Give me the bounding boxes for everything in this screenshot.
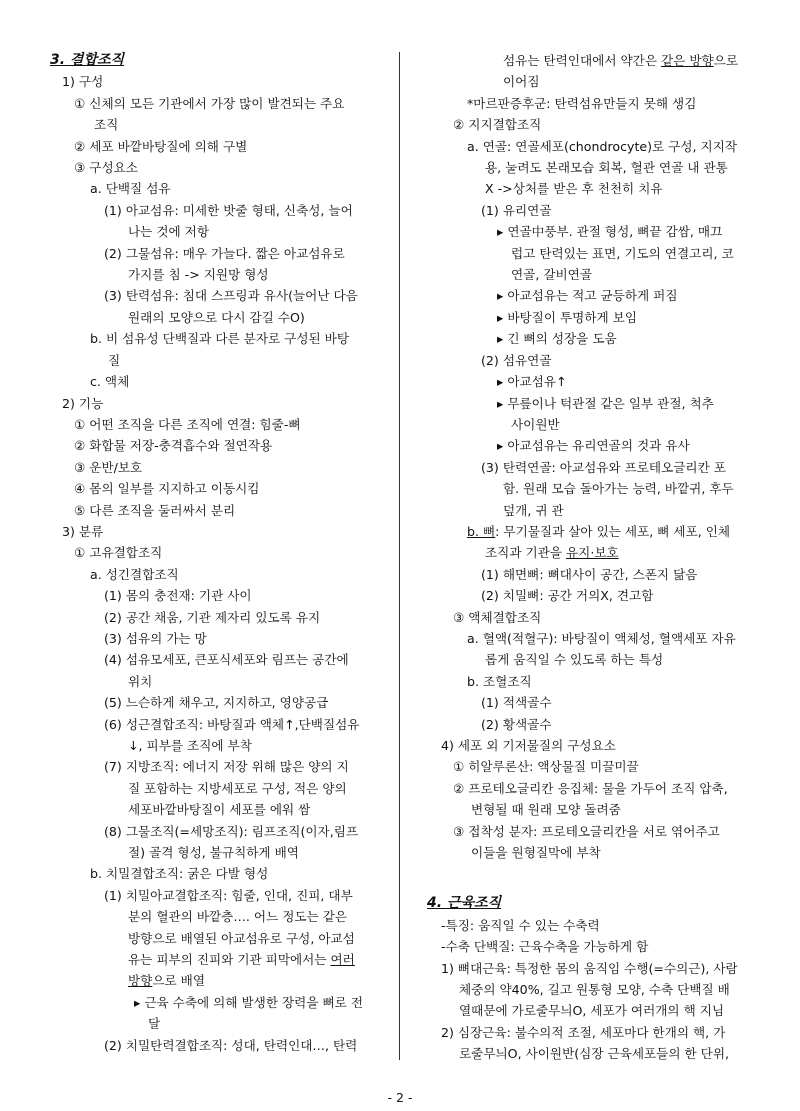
line-text: (1) 해면뼈: 뼈대사이 공간, 스폰지 닮음: [481, 566, 698, 582]
line-text: (1) 적색골수: [481, 695, 552, 711]
line-text: 절) 골격 형성, 불규칙하게 배역: [128, 845, 299, 861]
line-text: (3) 탄력연골: 아교섬유와 프로테오글리칸 포: [481, 459, 726, 475]
text-line: [415, 71, 760, 92]
text-line: [415, 821, 760, 842]
text-line: [50, 906, 390, 927]
line-text: X ->상처를 받은 후 천천히 치유: [485, 181, 663, 197]
text-line: [415, 1000, 760, 1021]
line-text: 롭게 움직일 수 있도록 하는 특성: [485, 652, 664, 668]
line-text: 나는 것에 저항: [128, 224, 209, 240]
line-text: 2) 심장근육: 불수의적 조절, 세포마다 한개의 핵, 가: [441, 1024, 726, 1040]
text-line: [415, 114, 760, 135]
text-line: [415, 649, 760, 670]
text-line: [415, 221, 760, 242]
text-line: [50, 649, 390, 670]
line-text: ② 세포 바깥바탕질에 의해 구별: [74, 138, 248, 154]
text-line: [50, 478, 390, 499]
line-text: (8) 그물조직(=세망조직): 림프조직(이자,림프: [104, 823, 359, 839]
line-text: ③ 액체결합조직: [453, 609, 542, 625]
line-text: (1) 유리연골: [481, 202, 552, 218]
line-text: ② 지지결합조직: [453, 117, 542, 133]
text-line: [50, 821, 390, 842]
line-text: 으로 배열: [152, 973, 206, 989]
page-number: - 2 -: [387, 1090, 413, 1105]
text-line: [415, 958, 760, 979]
line-text: ▸ 연골中풍부. 관절 형성, 뼈끝 감쌈, 매끄: [497, 224, 723, 240]
text-line: [50, 714, 390, 735]
section-gap: [415, 863, 760, 893]
text-line: [50, 671, 390, 692]
line-text: ▸ 근육 수축에 의해 발생한 장력을 뼈로 전: [134, 994, 363, 1010]
line-text: (2) 치밀뼈: 공간 거의X, 견고함: [481, 588, 654, 604]
text-line: [50, 756, 390, 777]
text-line: [415, 350, 760, 371]
text-line: [50, 842, 390, 863]
text-line: [415, 585, 760, 606]
line-text: ▸ 아교섬유↑: [497, 374, 567, 390]
line-text: ① 신체의 모든 기관에서 가장 많이 발견되는 주요: [74, 95, 345, 111]
text-line: [50, 371, 390, 392]
line-text: ③ 구성요소: [74, 160, 138, 176]
line-text: -수축 단백질: 근육수축을 가능하게 함: [441, 939, 649, 955]
line-text: ③ 접착성 분자: 프로테오글리칸을 서로 엮어주고: [453, 823, 720, 839]
text-line: [50, 414, 390, 435]
text-line: [50, 928, 390, 949]
text-line: [415, 264, 760, 285]
text-line: [415, 799, 760, 820]
line-text: 1) 구성: [62, 74, 104, 90]
text-line: [50, 1035, 390, 1056]
text-line: [415, 714, 760, 735]
line-text: c. 액체: [90, 374, 130, 390]
line-text: (4) 섬유모세포, 큰포식세포와 림프는 공간에: [104, 652, 349, 668]
line-text: 이들을 원형질막에 부착: [471, 845, 601, 861]
text-line: [415, 136, 760, 157]
line-text: (6) 성근결합조직: 바탕질과 액체↑,단백질섬유: [104, 716, 360, 732]
underlined-text: 방향: [128, 973, 153, 989]
line-text: 방향으로 배열된 아교섬유로 구성, 아교섬: [128, 930, 355, 946]
text-line: [50, 136, 390, 157]
column-divider: [399, 52, 400, 1060]
text-line: [415, 521, 760, 542]
text-line: [415, 756, 760, 777]
text-line: [50, 200, 390, 221]
section-heading: [415, 893, 760, 914]
line-text: 3) 분류: [62, 523, 104, 539]
text-line: [50, 863, 390, 884]
line-text: ① 히알루론산: 액상물질 미끌미끌: [453, 759, 639, 775]
text-line: [50, 393, 390, 414]
line-text: ▸ 아교섬유는 유리연골의 것과 유사: [497, 438, 690, 454]
text-line: [415, 307, 760, 328]
line-text: 섬유는 탄력인대에서 약간은: [503, 53, 661, 68]
text-line: [50, 692, 390, 713]
line-text: 2) 기능: [62, 395, 104, 411]
text-line: [415, 671, 760, 692]
text-line: [50, 628, 390, 649]
text-line: [50, 799, 390, 820]
text-line: [415, 200, 760, 221]
line-text: b. 비 섬유성 단백질과 다른 분자로 구성된 바탕: [90, 331, 349, 347]
section-heading: [50, 50, 390, 71]
text-line: [50, 71, 390, 92]
line-text: 분의 혈관의 바깥층…. 어느 정도는 같은: [128, 909, 348, 925]
text-line: [415, 285, 760, 306]
line-text: 열때문에 가로줄무늬O, 세포가 여러개의 핵 지님: [459, 1003, 725, 1019]
text-line: [415, 564, 760, 585]
line-text: 사이원반: [511, 416, 560, 432]
line-text: 세포바깥바탕질이 세포를 에워 쌈: [128, 802, 311, 818]
line-text: 연골, 갈비연골: [511, 267, 592, 283]
text-line: [415, 915, 760, 936]
text-line: [50, 157, 390, 178]
line-text: ⑤ 다른 조직을 둘러싸서 분리: [74, 502, 236, 518]
line-text: 4. 근육조직: [427, 895, 502, 912]
line-text: a. 혈액(적혈구): 바탕질이 액체성, 혈액세포 자유: [467, 630, 736, 646]
text-line: [415, 243, 760, 264]
line-text: 함. 원래 모습 돌아가는 능력, 바깥귀, 후두: [503, 481, 734, 497]
line-text: (5) 느슨하게 채우고, 지지하고, 영양공급: [104, 695, 329, 711]
line-text: : 무기물질과 살아 있는 세포, 뼈 세포, 인체: [495, 523, 731, 539]
text-line: [50, 264, 390, 285]
line-text: ② 화합물 저장-충격흡수와 절연작용: [74, 438, 273, 454]
text-line: [50, 585, 390, 606]
text-line: [415, 93, 760, 114]
line-text: (2) 섬유연골: [481, 352, 552, 368]
text-line: [50, 564, 390, 585]
line-text: a. 단백질 섬유: [90, 181, 171, 197]
text-line: [415, 178, 760, 199]
line-text: ② 프로테오글리칸 응집체: 물을 가두어 조직 압축,: [453, 780, 728, 796]
text-line: [50, 1013, 390, 1034]
text-line: [50, 992, 390, 1013]
line-text: 조직과 기관을: [485, 545, 566, 561]
text-line: [50, 93, 390, 114]
line-text: a. 연골: 연골세포(chondrocyte)로 구성, 지지작: [467, 138, 738, 154]
line-text: (2) 치밀탄력결합조직: 성대, 탄력인대…, 탄력: [104, 1037, 358, 1053]
line-text: (2) 황색골수: [481, 716, 552, 732]
underlined-text: 여러: [330, 952, 355, 968]
line-text: (1) 몸의 충전재: 기관 사이: [104, 588, 252, 604]
text-line: [50, 542, 390, 563]
text-line: [415, 393, 760, 414]
underlined-text: 같은 방향: [661, 53, 714, 68]
line-text: 럽고 탄력있는 표면, 기도의 연결고리, 코: [511, 245, 734, 261]
text-line: [50, 350, 390, 371]
line-text: ↓, 피부를 조직에 부착: [128, 738, 252, 753]
line-text: ① 고유결합조직: [74, 545, 163, 561]
line-text: 조직: [94, 117, 119, 133]
line-text: 체중의 약40%, 길고 원통형 모양, 수축 단백질 배: [459, 982, 730, 998]
text-line: [415, 692, 760, 713]
text-line: [50, 114, 390, 135]
text-line: [50, 307, 390, 328]
line-text: 가지를 침 -> 지원망 형성: [128, 267, 269, 283]
text-line: [415, 414, 760, 435]
text-line: [415, 500, 760, 521]
line-text: ▸ 아교섬유는 적고 균등하게 퍼짐: [497, 288, 678, 304]
line-text: ④ 몸의 일부를 지지하고 이동시킴: [74, 481, 260, 497]
text-line: [415, 1043, 760, 1064]
text-line: [50, 500, 390, 521]
text-line: [50, 328, 390, 349]
text-line: [415, 542, 760, 563]
line-text: 달: [148, 1016, 161, 1032]
text-line: [50, 285, 390, 306]
line-text: *마르판증후군: 탄력섬유만들지 못해 생김: [467, 95, 697, 111]
line-text: 3. 결합조직: [50, 52, 125, 68]
left-column: [50, 50, 390, 1056]
line-text: 1) 뼈대근육: 특정한 몸의 움직임 수행(=수의근), 사람: [441, 960, 738, 976]
text-line: [50, 778, 390, 799]
line-text: 질: [108, 352, 121, 368]
text-line: [415, 979, 760, 1000]
line-text: ▸ 긴 뼈의 성장을 도움: [497, 331, 617, 347]
line-text: 변형될 때 원래 모양 돌려줌: [471, 802, 621, 818]
line-text: (2) 그물섬유: 매우 가늘다. 짧은 아교섬유로: [104, 245, 345, 261]
text-line: [415, 842, 760, 863]
text-line: [50, 970, 390, 991]
text-line: [415, 157, 760, 178]
right-column: [415, 50, 760, 1065]
line-text: 원래의 모양으로 다시 감길 수O): [128, 309, 305, 325]
line-text: (2) 공간 채움, 기관 제자리 있도록 유지: [104, 609, 321, 625]
line-text: 질 포함하는 지방세포로 구성, 적은 양의: [128, 780, 347, 796]
line-text: (1) 아교섬유: 미세한 밧줄 형태, 신축성, 늘어: [104, 202, 353, 218]
line-text: ③ 운반/보호: [74, 459, 143, 475]
line-text: b. 치밀결합조직: 굵은 다발 형성: [90, 866, 269, 882]
line-suffix: 으로: [713, 53, 739, 68]
line-text: 유는 피부의 진피와 기관 피막에서는: [128, 952, 331, 968]
text-line: [50, 457, 390, 478]
text-line: [50, 949, 390, 970]
line-text: ▸ 무릎이나 턱관절 같은 일부 관절, 척추: [497, 395, 714, 411]
line-text: (7) 지방조직: 에너지 저장 위해 많은 양의 지: [104, 759, 349, 775]
line-text: -특징: 움직일 수 있는 수축력: [441, 917, 600, 933]
text-line: [415, 50, 760, 71]
text-line: [50, 178, 390, 199]
line-text: ① 어떤 조직을 다른 조직에 연결: 힘줄-뼈: [74, 416, 301, 432]
line-text: (3) 섬유의 가는 망: [104, 630, 207, 646]
text-line: [415, 478, 760, 499]
line-text: 덮개, 귀 관: [503, 502, 564, 518]
text-line: [415, 628, 760, 649]
line-text: 용, 눌려도 본래모습 회복, 혈관 연골 내 관통: [485, 160, 728, 176]
text-line: [415, 936, 760, 957]
text-line: [415, 735, 760, 756]
text-line: [415, 457, 760, 478]
underlined-text: 유지·보호: [566, 545, 619, 561]
text-line: [50, 885, 390, 906]
text-line: [50, 221, 390, 242]
line-text: (1) 치밀아교결합조직: 힘줄, 인대, 진피, 대부: [104, 887, 353, 903]
text-line: [415, 1022, 760, 1043]
underlined-text: b. 뼈: [467, 523, 496, 539]
line-text: 위치: [128, 673, 153, 689]
line-text: 로줄무늬O, 사이원반(심장 근육세포들의 한 단위,: [459, 1046, 729, 1062]
text-line: [415, 778, 760, 799]
text-line: [415, 328, 760, 349]
line-text: ▸ 바탕질이 투명하게 보임: [497, 309, 637, 325]
text-line: [415, 371, 760, 392]
text-line: [50, 521, 390, 542]
text-line: [50, 607, 390, 628]
text-line: [415, 607, 760, 628]
line-text: b. 조혈조직: [467, 673, 532, 689]
text-line: [50, 435, 390, 456]
text-line: [50, 735, 390, 756]
text-line: [50, 243, 390, 264]
line-text: a. 성긴결합조직: [90, 566, 179, 582]
line-text: (3) 탄력섬유: 침대 스프링과 유사(늘어난 다음: [104, 288, 358, 304]
text-line: [415, 435, 760, 456]
line-text: 이어짐: [503, 74, 540, 90]
line-text: 4) 세포 외 기저물질의 구성요소: [441, 738, 616, 753]
